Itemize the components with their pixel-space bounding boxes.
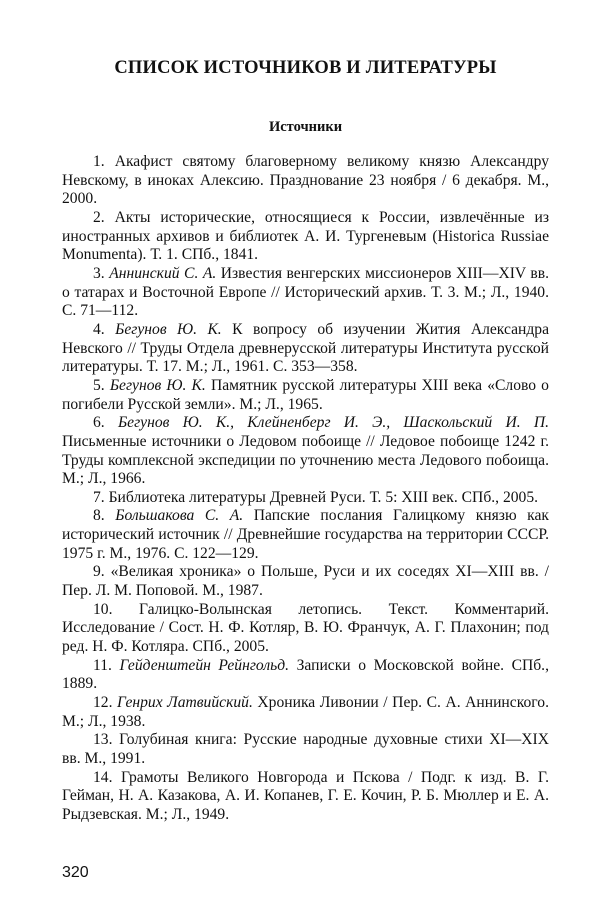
entry-author: Бегунов Ю. К. <box>109 376 206 394</box>
bibliography-entry <box>62 563 549 600</box>
entry-author: Бегунов Ю. К. <box>115 320 222 338</box>
entry-text: 14. Грамоты Великого Новгорода и Пскова / Подг. к изд. В. Г. Гейман, Н. А. Казакова, А. И. Копанев, Г. Е. Кочин, Р. Б. Мюллер и Е. А. Рыдзевская. М.; Л., 1949. <box>62 768 549 823</box>
entry-number: 3. <box>93 264 105 282</box>
entry-text: К вопросу об изучении Жития Александра Невского // Труды Отдела древнерусской литературы Института русской литературы. Т. 17. М.; Л., 1961. С. 353—358. <box>62 320 550 376</box>
entry-text: 7. Библиотека литературы Древней Руси. Т. 5: XIII век. СПб., 2005. <box>93 488 539 506</box>
entry-text: 1. Акафист святому благоверному великому князю Александру Невскому, в иноках Алексию. Празднование 23 ноября / 6 декабря. М., 2000. <box>62 153 549 208</box>
bibliography-entry <box>62 209 549 265</box>
bibliography-entry <box>62 769 549 825</box>
entry-text: 2. Акты исторические, относящиеся к России, извлечённые из иностранных архивов и библиотек А. И. Тургеневым (Historica Russiae Monumenta). Т. 1. СПб., 1841. <box>62 208 549 264</box>
entry-number: 4. <box>93 320 105 338</box>
entry-number: 12. <box>93 694 113 712</box>
entry-author: Бегунов Ю. К., Клейненберг И. Э., Шаскольский И. П. <box>117 414 550 432</box>
entry-text: Письменные источники о Ледовом побоище // Ледовое побоище 1242 г. Труды комплексной экспедиции по уточнению места Ледового побоища. М.; Л., 1966. <box>62 432 549 488</box>
entry-text: Хроника Ливонии / Пер. С. А. Аннинского. М.; Л., 1938. <box>62 694 549 730</box>
bibliography-entry <box>62 153 549 209</box>
entry-number: 8. <box>93 507 105 525</box>
entry-text: Памятник русской литературы XIII века «Слово о погибели Русской земли». М.; Л., 1965. <box>62 376 549 413</box>
entry-text: Записки о Московской войне. СПб., 1889. <box>62 656 549 693</box>
entry-text: 9. «Великая хроника» о Польше, Руси и их соседях XI—XIII вв. / Пер. Л. М. Поповой. М., 1987. <box>62 563 549 600</box>
bibliography-entry <box>62 731 549 768</box>
entry-author: Большакова С. А. <box>115 507 244 525</box>
bibliography-entry <box>62 657 549 694</box>
page-title: СПИСОК ИСТОЧНИКОВ И ЛИТЕРАТУРЫ <box>114 58 497 78</box>
bibliography-entry <box>62 507 549 563</box>
bibliography-entry <box>62 601 549 657</box>
entry-text: Папские послания Галицкому князю как исторический источник // Древнейшие государства на территории СССР. 1975 г. М., 1976. С. 122—129. <box>62 507 550 562</box>
bibliography-entry <box>62 377 549 414</box>
entry-author: Гейденштейн Рейнгольд. <box>119 656 290 674</box>
entry-text: 10. Галицко-Волынская летопись. Текст. Комментарий. Исследование / Сост. Н. Ф. Котляр, В. Ю. Франчук, А. Г. Плахонин; под ред. Н. Ф. Котляра. СПб., 2005. <box>62 600 549 656</box>
entry-text: Известия венгерских миссионеров XIII—XIV вв. о татарах и Восточной Европе // Исторический архив. Т. 3. М.; Л., 1940. С. 71—112. <box>62 264 549 320</box>
bibliography-list <box>62 153 549 825</box>
page-number: 320 <box>62 864 89 881</box>
bibliography-entry <box>62 694 549 731</box>
bibliography-entry <box>62 265 549 321</box>
bibliography-entry <box>62 489 549 508</box>
entry-author: Аннинский С. А. <box>109 264 217 282</box>
entry-number: 11. <box>93 656 112 674</box>
entry-author: Генрих Латвийский. <box>117 694 253 712</box>
entry-text: 13. Голубиная книга: Русские народные духовные стихи XI—XIX вв. М., 1991. <box>62 731 549 767</box>
entry-number: 5. <box>93 376 105 394</box>
entry-number: 6. <box>93 414 105 432</box>
bibliography-entry <box>62 414 549 489</box>
section-heading: Источники <box>268 119 343 135</box>
bibliography-entry <box>62 321 549 377</box>
